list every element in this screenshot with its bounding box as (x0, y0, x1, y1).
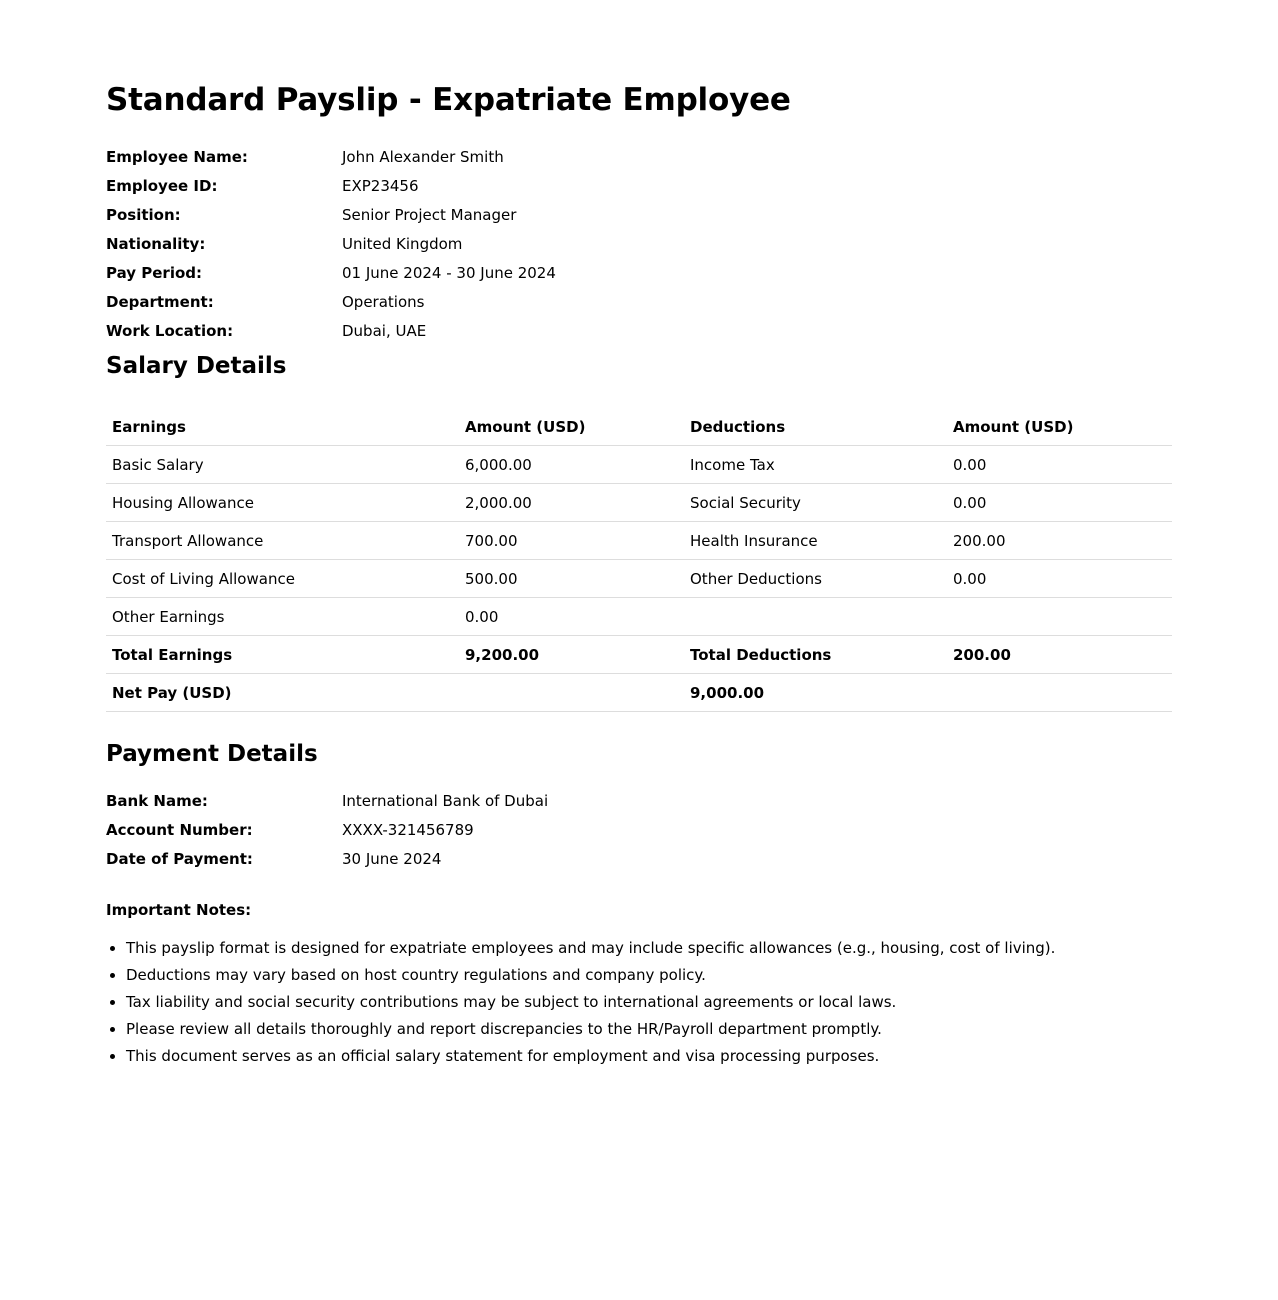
info-row-account-number (106, 815, 1172, 844)
salary-details-heading: Salary Details (106, 353, 287, 379)
list-item: • This payslip format is designed for expatriate employees and may include specific allowances (e.g., housing, cost of living). (126, 935, 1172, 962)
info-row-pay-period (106, 258, 1172, 287)
payment-details-heading: Payment Details (106, 741, 318, 767)
deduction-label: Income Tax (684, 446, 947, 484)
deduction-label: Other Deductions (684, 560, 947, 598)
info-row-employee-id (106, 171, 1172, 200)
info-label: Pay Period: (106, 263, 202, 282)
payment-info (106, 786, 1172, 873)
table-row (106, 522, 1172, 560)
info-label: Position: (106, 205, 181, 224)
earning-amount: 0.00 (459, 598, 684, 636)
info-value: 01 June 2024 - 30 June 2024 (342, 263, 556, 282)
deduction-label (684, 598, 947, 636)
total-deductions-amount: 200.00 (947, 636, 1172, 674)
earning-label: Cost of Living Allowance (106, 560, 459, 598)
list-item: • This document serves as an official salary statement for employment and visa processing purposes. (126, 1043, 1172, 1070)
info-row-employee-name (106, 142, 1172, 171)
info-label: Account Number: (106, 820, 253, 839)
info-row-work-location (106, 316, 1172, 345)
deduction-label: Health Insurance (684, 522, 947, 560)
earning-label: Other Earnings (106, 598, 459, 636)
info-row-date-of-payment (106, 844, 1172, 873)
info-label: Date of Payment: (106, 849, 253, 868)
net-pay-label: Net Pay (USD) (106, 674, 684, 712)
info-value: Operations (342, 292, 425, 311)
earning-amount: 2,000.00 (459, 484, 684, 522)
earning-label: Basic Salary (106, 446, 459, 484)
info-value: United Kingdom (342, 234, 463, 253)
header-earnings: Earnings (106, 408, 459, 446)
info-label: Employee ID: (106, 176, 218, 195)
info-label: Employee Name: (106, 147, 248, 166)
table-header-row (106, 408, 1172, 446)
total-earnings-amount: 9,200.00 (459, 636, 684, 674)
earning-label: Transport Allowance (106, 522, 459, 560)
info-row-position (106, 200, 1172, 229)
deduction-amount: 0.00 (947, 484, 1172, 522)
list-item: • Tax liability and social security contributions may be subject to international agreements or local laws. (126, 989, 1172, 1016)
net-pay-row (106, 674, 1172, 712)
info-label: Nationality: (106, 234, 206, 253)
earning-amount: 6,000.00 (459, 446, 684, 484)
deduction-amount: 200.00 (947, 522, 1172, 560)
info-value: EXP23456 (342, 176, 419, 195)
important-notes-heading: Important Notes: (106, 901, 252, 919)
deduction-amount: 0.00 (947, 446, 1172, 484)
header-deductions: Deductions (684, 408, 947, 446)
total-earnings-label: Total Earnings (106, 636, 459, 674)
earning-amount: 500.00 (459, 560, 684, 598)
earning-amount: 700.00 (459, 522, 684, 560)
table-row (106, 598, 1172, 636)
info-row-department (106, 287, 1172, 316)
info-row-nationality (106, 229, 1172, 258)
net-pay-amount: 9,000.00 (684, 674, 1172, 712)
list-item: • Deductions may vary based on host country regulations and company policy. (126, 962, 1172, 989)
salary-table (106, 408, 1172, 712)
info-value: International Bank of Dubai (342, 791, 549, 810)
table-row (106, 560, 1172, 598)
info-value: Dubai, UAE (342, 321, 427, 340)
page-title: Standard Payslip - Expatriate Employee (106, 82, 791, 118)
info-row-bank-name (106, 786, 1172, 815)
list-item: • Please review all details thoroughly and report discrepancies to the HR/Payroll department promptly. (126, 1016, 1172, 1043)
info-value: 30 June 2024 (342, 849, 442, 868)
deduction-amount (947, 598, 1172, 636)
info-label: Department: (106, 292, 214, 311)
table-row (106, 484, 1172, 522)
info-value: John Alexander Smith (342, 147, 504, 166)
info-value: XXXX-321456789 (342, 820, 474, 839)
header-earnings-amount: Amount (USD) (459, 408, 684, 446)
deduction-amount: 0.00 (947, 560, 1172, 598)
totals-row (106, 636, 1172, 674)
total-deductions-label: Total Deductions (684, 636, 947, 674)
earning-label: Housing Allowance (106, 484, 459, 522)
employee-info (106, 142, 1172, 345)
header-deductions-amount: Amount (USD) (947, 408, 1172, 446)
info-label: Work Location: (106, 321, 234, 340)
info-label: Bank Name: (106, 791, 208, 810)
table-row (106, 446, 1172, 484)
notes-list (106, 935, 1172, 1070)
info-value: Senior Project Manager (342, 205, 517, 224)
deduction-label: Social Security (684, 484, 947, 522)
